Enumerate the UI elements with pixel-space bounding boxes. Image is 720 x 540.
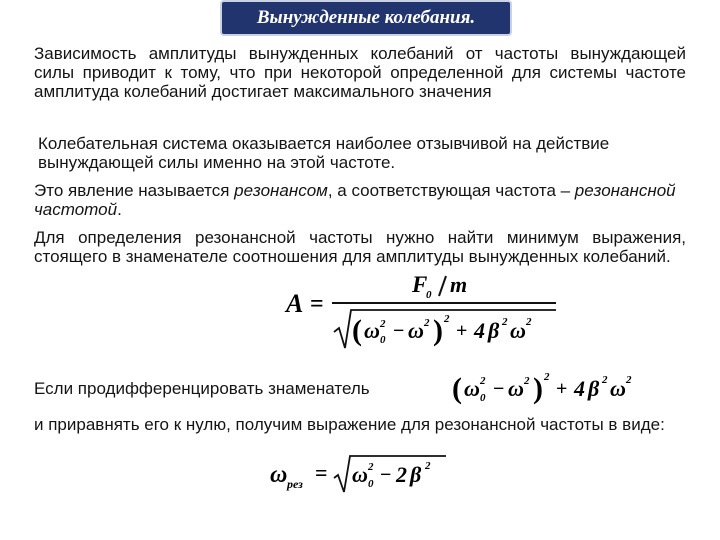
svg-text:): ) (433, 314, 443, 347)
slide-title-box (222, 2, 510, 34)
svg-text:−: − (393, 320, 405, 342)
svg-text:2: 2 (626, 374, 632, 386)
svg-text:2: 2 (425, 460, 431, 472)
svg-text:−: − (380, 464, 392, 486)
svg-text:(: ( (352, 314, 362, 347)
svg-text:2: 2 (526, 316, 532, 328)
formula-resonance-frequency (268, 450, 468, 496)
svg-text:2: 2 (524, 375, 530, 387)
svg-text:β: β (410, 462, 422, 487)
p3-text-a: Это явление называется (34, 181, 235, 200)
svg-text:2: 2 (480, 375, 486, 387)
formula-amplitude (284, 270, 574, 354)
svg-text:2: 2 (444, 313, 450, 325)
svg-text:4: 4 (574, 376, 585, 401)
svg-text:2: 2 (368, 461, 374, 473)
p3-text-c: , а соответствующая частота – (327, 181, 575, 200)
svg-text:ω: ω (270, 462, 288, 488)
svg-text:β: β (588, 376, 600, 401)
paragraph-set-to-zero: и приравнять его к нулю, получим выражение для резонансной частоты в виде: (34, 415, 665, 434)
svg-text:рез: рез (287, 477, 303, 491)
svg-text:2: 2 (544, 371, 550, 383)
svg-text:=: = (315, 460, 328, 485)
paragraph-differentiate: Если продифференцировать знаменатель (34, 379, 370, 398)
svg-text:A: A (286, 289, 304, 318)
svg-text:ω: ω (464, 376, 480, 401)
paragraph-amplitude-dependence: Зависимость амплитуды вынужденных колебаний от частоты вынуждающей силы приводит к тому, что при некоторой определенной для системы частоте амплитуда колебаний достигает максимального значения (34, 44, 686, 101)
svg-text:m: m (450, 272, 468, 297)
slide-title: Вынужденные колебания. (256, 7, 476, 28)
svg-text:0: 0 (380, 334, 386, 346)
term-resonant-frequency: резонансной частотой (34, 181, 676, 219)
svg-text:ω: ω (510, 318, 526, 343)
term-resonance: резонансом (234, 181, 328, 200)
svg-text:+: + (556, 378, 568, 400)
svg-text:2: 2 (380, 318, 386, 330)
svg-text:2: 2 (502, 316, 508, 328)
svg-text:F: F (412, 272, 428, 297)
p3-text-e: . (117, 200, 122, 219)
svg-text:ω: ω (610, 376, 626, 401)
svg-text:β: β (488, 318, 500, 343)
svg-text:(: ( (452, 372, 462, 405)
paragraph-responsiveness: Колебательная система оказывается наиболее отзывчивой на действие вынуждающей силы именно на этой частоте. (38, 134, 610, 172)
svg-text:ω: ω (408, 318, 424, 343)
svg-text:+: + (456, 320, 468, 342)
svg-text:0: 0 (368, 478, 374, 490)
svg-text:ω: ω (352, 462, 368, 487)
paragraph-find-minimum: Для определения резонансной частоты нужно найти минимум выражения, стоящего в знаменателе соотношения для амплитуды вынужденных колебаний. (34, 228, 686, 266)
svg-text:2: 2 (602, 374, 608, 386)
svg-text:ω: ω (508, 376, 524, 401)
svg-text:2: 2 (396, 462, 407, 487)
svg-text:2: 2 (424, 317, 430, 329)
svg-text:0: 0 (426, 289, 432, 301)
paragraph-resonance-definition (34, 181, 686, 219)
svg-text:4: 4 (474, 318, 485, 343)
svg-text:=: = (310, 291, 324, 317)
svg-text:ω: ω (364, 318, 380, 343)
svg-text:): ) (533, 372, 543, 405)
svg-text:−: − (493, 378, 505, 400)
formula-denominator (452, 364, 662, 408)
svg-text:0: 0 (480, 392, 486, 404)
